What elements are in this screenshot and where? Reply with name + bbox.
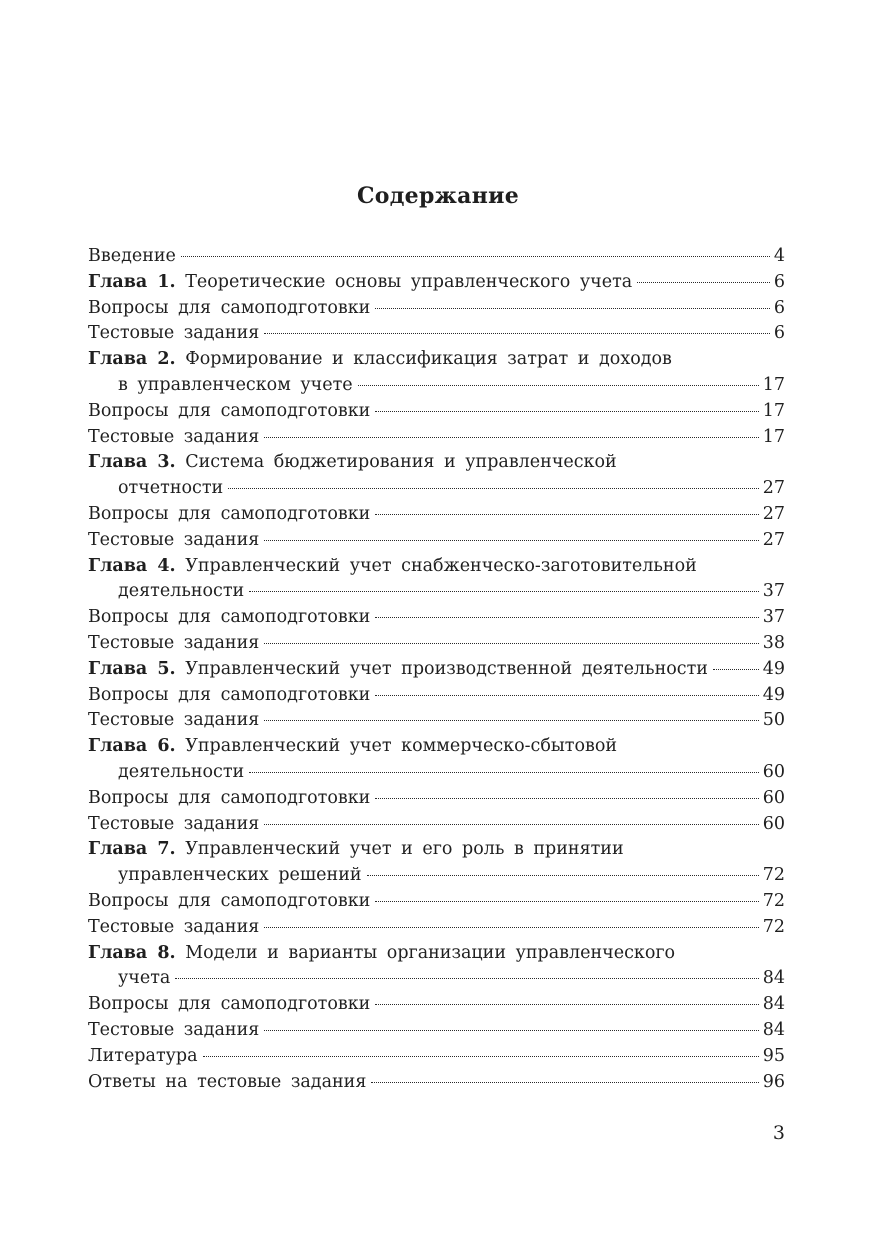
- toc-entry-title-cont: деятельности: [118, 581, 245, 602]
- toc-entry[interactable]: [88, 708, 785, 734]
- toc-entry-title: Тестовые задания: [88, 813, 260, 834]
- toc-page-number: 27: [762, 478, 785, 499]
- toc-page-number: 72: [762, 865, 785, 886]
- toc-entry-title: Вопросы для самоподготовки: [88, 684, 371, 705]
- toc-entry-title: Управленческий учет коммерческо-сбытовой: [185, 736, 618, 757]
- toc-entry[interactable]: [88, 244, 785, 270]
- dot-leader: [264, 927, 758, 928]
- dot-leader: [375, 1004, 758, 1005]
- toc-page-number: 4: [773, 246, 785, 266]
- dot-leader: [375, 901, 758, 902]
- toc-entry-title: Система бюджетирования и управленческой: [185, 452, 617, 473]
- toc-page-number: 72: [762, 916, 785, 937]
- dot-leader: [175, 978, 758, 979]
- toc-entry-text: [88, 1018, 259, 1044]
- toc-entry-title: Вопросы для самоподготовки: [88, 503, 371, 524]
- dot-leader: [371, 1082, 758, 1083]
- toc-entry-text: [88, 943, 675, 963]
- toc-entry-title-cont: отчетности: [118, 478, 224, 499]
- chapter-label: Глава 2.: [88, 349, 176, 370]
- toc-entry-title: Вопросы для самоподготовки: [88, 400, 371, 421]
- dot-leader: [203, 1056, 759, 1057]
- toc-chapter-entry[interactable]: [88, 837, 785, 863]
- toc-entry[interactable]: [88, 812, 785, 838]
- dot-leader: [249, 772, 759, 773]
- toc-entry[interactable]: [88, 425, 785, 451]
- toc-entry[interactable]: [88, 528, 785, 554]
- toc-chapter-entry[interactable]: [88, 270, 785, 296]
- toc-entry-text: [88, 683, 370, 709]
- toc-entry-title: Тестовые задания: [88, 426, 260, 447]
- toc-entry-text: [88, 1070, 366, 1096]
- dot-leader: [264, 720, 758, 721]
- toc-page-number: 96: [762, 1071, 785, 1092]
- toc-page-number: 49: [762, 658, 785, 679]
- dot-leader: [358, 385, 759, 386]
- toc-page-number: 6: [773, 323, 785, 344]
- toc-entry[interactable]: [88, 1070, 785, 1096]
- toc-entry-text: [88, 1044, 198, 1070]
- toc-page-number: 17: [762, 374, 785, 395]
- toc-page-number: 72: [762, 890, 785, 911]
- dot-leader: [249, 591, 759, 592]
- toc-entry-text: [88, 270, 632, 296]
- dot-leader: [264, 1030, 758, 1031]
- toc-entry-title: Ответы на тестовые задания: [88, 1071, 367, 1092]
- toc-chapter-entry[interactable]: [88, 941, 785, 967]
- toc-entry-text: [88, 657, 708, 683]
- dot-leader: [264, 824, 758, 825]
- toc-entry-title: Вопросы для самоподготовки: [88, 607, 371, 628]
- chapter-label: Глава 4.: [88, 555, 176, 576]
- table-of-contents: [88, 244, 785, 1095]
- toc-page-number: 37: [762, 581, 785, 602]
- toc-entry-title: Тестовые задания: [88, 323, 260, 344]
- toc-entry-text: [88, 244, 176, 270]
- toc-entry-text: [88, 631, 259, 657]
- toc-page-number: 84: [762, 1019, 785, 1040]
- toc-page-number: 84: [762, 994, 785, 1015]
- toc-entry-text: [88, 502, 370, 528]
- dot-leader: [637, 282, 770, 283]
- dot-leader: [375, 308, 770, 309]
- chapter-label: Глава 7.: [88, 839, 176, 860]
- dot-leader: [375, 695, 758, 696]
- dot-leader: [264, 643, 758, 644]
- toc-entry-continuation[interactable]: [88, 760, 785, 786]
- toc-entry-text: [88, 736, 617, 756]
- toc-entry[interactable]: [88, 321, 785, 347]
- dot-leader: [375, 798, 758, 799]
- toc-page-number: 37: [762, 607, 785, 628]
- toc-page-number: 27: [762, 503, 785, 524]
- dot-leader: [367, 875, 759, 876]
- toc-entry[interactable]: [88, 889, 785, 915]
- toc-entry-title-cont: в управленческом учете: [118, 374, 353, 395]
- dot-leader: [375, 514, 758, 515]
- toc-entry-text: [88, 349, 672, 369]
- toc-page-number: 49: [762, 684, 785, 705]
- toc-chapter-entry[interactable]: [88, 554, 785, 580]
- toc-entry[interactable]: [88, 786, 785, 812]
- toc-entry[interactable]: [88, 296, 785, 322]
- chapter-label: Глава 8.: [88, 942, 176, 963]
- toc-entry-title: Управленческий учет снабженческо-заготовительной: [185, 555, 697, 576]
- toc-entry-title: Вопросы для самоподготовки: [88, 890, 371, 911]
- toc-entry[interactable]: [88, 992, 785, 1018]
- toc-entry-title: Тестовые задания: [88, 632, 260, 653]
- chapter-label: Глава 5.: [88, 658, 176, 679]
- toc-entry-text: [88, 296, 370, 322]
- toc-chapter-entry[interactable]: [88, 657, 785, 683]
- dot-leader: [264, 437, 758, 438]
- toc-entry[interactable]: [88, 502, 785, 528]
- toc-entry-text: [88, 425, 259, 451]
- toc-entry[interactable]: [88, 1018, 785, 1044]
- toc-page-number: 60: [762, 787, 785, 808]
- toc-entry-title: Управленческий учет производственной деятельности: [185, 658, 708, 679]
- toc-entry-text: [88, 605, 370, 631]
- toc-entry-title: Тестовые задания: [88, 1019, 260, 1040]
- toc-entry[interactable]: [88, 605, 785, 631]
- toc-entry-title: Вопросы для самоподготовки: [88, 787, 371, 808]
- toc-page-number: 60: [762, 813, 785, 834]
- toc-entry-text: [88, 708, 259, 734]
- dot-leader: [375, 411, 758, 412]
- toc-entry-title: Модели и варианты организации управленческого: [185, 942, 676, 963]
- chapter-label: Глава 1.: [88, 271, 176, 292]
- toc-entry[interactable]: [88, 399, 785, 425]
- toc-entry-text: [88, 399, 370, 425]
- toc-page-number: 38: [762, 632, 785, 653]
- dot-leader: [713, 669, 759, 670]
- chapter-label: Глава 6.: [88, 736, 176, 757]
- toc-entry-title: Вопросы для самоподготовки: [88, 994, 371, 1015]
- toc-entry-title: Тестовые задания: [88, 710, 260, 731]
- toc-entry-continuation[interactable]: [88, 476, 785, 502]
- dot-leader: [228, 488, 759, 489]
- toc-page-number: 6: [773, 271, 785, 292]
- toc-entry[interactable]: [88, 683, 785, 709]
- toc-entry-text: [88, 786, 370, 812]
- toc-entry[interactable]: [88, 1044, 785, 1070]
- toc-entry-continuation[interactable]: [88, 579, 785, 605]
- toc-entry-title: Теоретические основы управленческого учета: [185, 271, 633, 292]
- toc-chapter-entry[interactable]: [88, 347, 785, 373]
- toc-entry-text: [88, 556, 697, 576]
- dot-leader: [264, 333, 770, 334]
- toc-chapter-entry[interactable]: [88, 450, 785, 476]
- toc-entry-continuation[interactable]: [88, 373, 785, 399]
- chapter-label: Глава 3.: [88, 452, 176, 473]
- toc-entry-text: [88, 528, 259, 554]
- toc-page-number: 50: [762, 710, 785, 731]
- toc-entry-title: Управленческий учет и его роль в принятии: [185, 839, 624, 860]
- toc-page-number: 17: [762, 400, 785, 421]
- toc-entry-title: Введение: [88, 246, 176, 266]
- toc-entry-title: Тестовые задания: [88, 529, 260, 550]
- toc-entry-title-cont: учета: [118, 968, 171, 989]
- toc-entry-text: [88, 992, 370, 1018]
- toc-page-number: 17: [762, 426, 785, 447]
- toc-page-number: 84: [762, 968, 785, 989]
- toc-chapter-entry[interactable]: [88, 734, 785, 760]
- page-title: Содержание: [356, 183, 520, 209]
- toc-page-number: 60: [762, 761, 785, 782]
- toc-entry-title: Тестовые задания: [88, 916, 260, 937]
- dot-leader: [264, 540, 758, 541]
- toc-entry-title: Формирование и классификация затрат и доходов: [185, 349, 672, 370]
- toc-entry-title: Вопросы для самоподготовки: [88, 297, 371, 318]
- toc-entry-text: [88, 915, 259, 941]
- page-number: 3: [772, 1122, 785, 1144]
- toc-page-number: 27: [762, 529, 785, 550]
- toc-entry-continuation[interactable]: [88, 966, 785, 992]
- toc-entry-title: Литература: [88, 1045, 198, 1066]
- toc-page-number: 95: [762, 1045, 785, 1066]
- toc-entry-continuation[interactable]: [88, 863, 785, 889]
- toc-entry-text: [88, 321, 259, 347]
- toc-entry-text: [88, 889, 370, 915]
- dot-leader: [181, 256, 770, 257]
- toc-page-number: 6: [773, 297, 785, 318]
- toc-entry-text: [88, 812, 259, 838]
- toc-entry[interactable]: [88, 631, 785, 657]
- dot-leader: [375, 617, 758, 618]
- toc-entry-title-cont: деятельности: [118, 761, 245, 782]
- toc-entry[interactable]: [88, 915, 785, 941]
- toc-entry-text: [88, 452, 617, 472]
- toc-entry-title-cont: управленческих решений: [118, 865, 362, 886]
- toc-entry-text: [88, 839, 624, 859]
